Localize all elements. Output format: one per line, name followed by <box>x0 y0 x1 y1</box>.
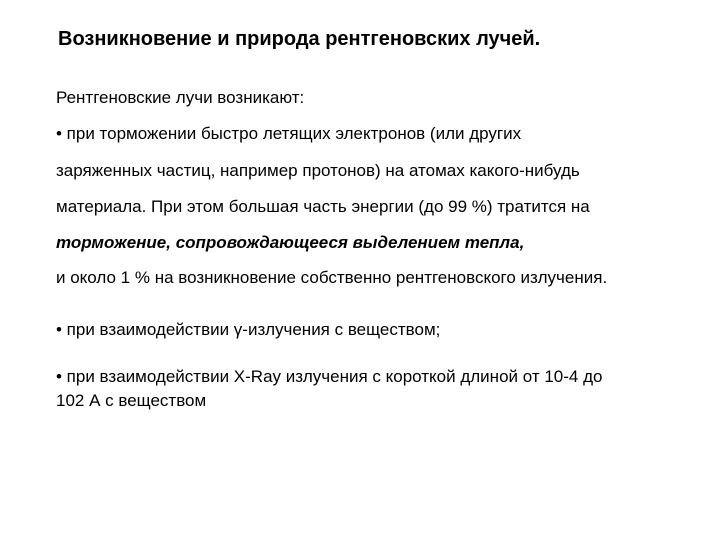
bullet-3-line-2: 102 А с веществом <box>56 391 207 410</box>
bullet-1-line-2: заряженных частиц, например протонов) на атомах какого-нибудь <box>56 161 580 180</box>
bullet-3-line-1: • при взаимодействии X-Ray излучения с короткой длиной от 10-4 до <box>56 367 603 386</box>
bullet-1-line-1: • при торможении быстро летящих электронов (или других <box>56 124 522 143</box>
intro-text: Рентгеновские лучи возникают: <box>56 88 305 107</box>
bullet-2: • при взаимодействии γ-излучения с веществом; <box>56 320 441 339</box>
bullet-1-emphasis: торможение, сопровождающееся выделением тепла, <box>56 233 525 252</box>
bullet-1-line-5: и около 1 % на возникновение собственно рентгеновского излучения. <box>56 268 608 287</box>
bullet-1-line-3: материала. При этом большая часть энергии (до 99 %) тратится на <box>56 197 590 216</box>
slide-title: Возникновение и природа рентгеновских лучей. <box>58 28 541 50</box>
